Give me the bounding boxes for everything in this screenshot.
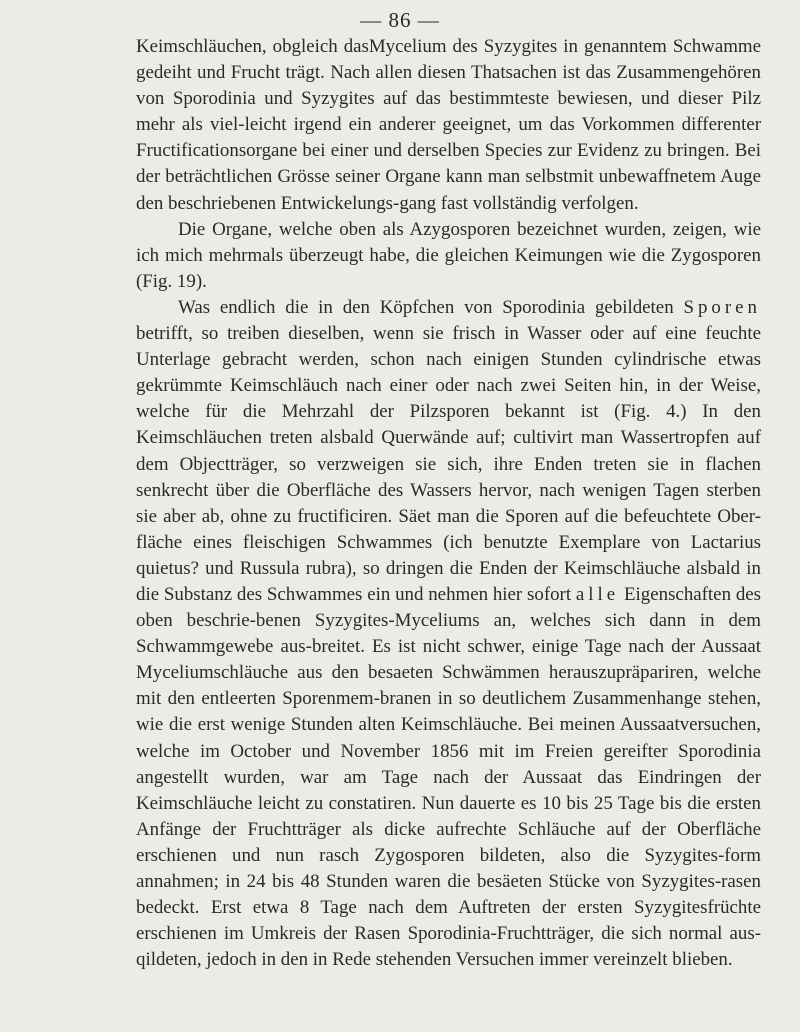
paragraph-3-part-1: Was endlich die in den Köpfchen von Sporodinia gebildeten — [178, 296, 684, 318]
paragraph-1: Keimschläuchen, obgleich dasMycelium des Syzygites in genanntem Schwamme gedeiht und Frucht trägt. Nach allen diesen Thatsachen ist das Zusammengehören von Sporodinia und Syzygites auf das bestimmteste bewiesen, und dieser Pilz mehr als viel-leicht irgend ein anderer geeignet, um das Vorkommen differenter Fructificationsorgane bei einer und derselben Species zur Evidenz zu bringen. Bei der beträchtlichen Grösse seiner Organe kann man selbstmit unbewaffnetem Auge den beschriebenen Entwickelungs-gang fast vollständig verfolgen. — [136, 36, 761, 214]
paragraph-3-part-3: Eigenschaften des oben beschrie-benen Syzygites-Myceliums an, welches sich dann in dem Schwammgewebe aus-breitet. Es ist nicht schwer, einige Tage nach der Aussaat Myceliumschläuche aus den besaeten Schwämmen herauszupräpariren, welche mit den entleerten Sporenmem-branen in so deutlichem Zusammenhange stehen, wie die erst wenige Stunden alten Keimschläuche. Bei meinen Aussaatversuchen, welche im October und November 1856 mit im Freien gereifter Sporodinia angestellt wurden, war am Tage nach der Aussaat das Eindringen der Keimschläuche leicht zu constatiren. Nun dauerte es 10 bis 25 Tage bis die ersten Anfänge der Fruchtträger als dicke aufrechte Schläuche auf der Oberfläche erschienen und nun rasch Zygosporen bildeten, also die Syzygites-form annahmen; in 24 bis 48 Stunden waren die besäeten Stücke von Syzygites-rasen bedeckt. Erst etwa 8 Tage nach dem Auftreten der ersten Syzygitesfrüchte erschienen im Umkreis der Rasen Sporodinia-Fruchtträger, die sich normal aus-qildeten, jedoch in den in Rede stehenden Versuchen immer vereinzelt blieben. — [136, 583, 762, 971]
spaced-word-sporen: Sporen — [683, 296, 761, 318]
body-text — [136, 34, 761, 973]
paragraph-3 — [136, 295, 761, 973]
paragraph-2: Die Organe, welche oben als Azygosporen bezeichnet wurden, zeigen, wie ich mich mehrmals überzeugt habe, die gleichen Keimungen wie die Zygosporen (Fig. 19). — [136, 218, 761, 292]
page-number: — 86 — — [360, 8, 440, 32]
paragraph-3-part-2: betrifft, so treiben dieselben, wenn sie frisch in Wasser oder auf eine feuchte Unterlage gebracht werden, schon nach einigen Stunden cylindrische etwas gekrümmte Keimschläuch nach einer oder nach zwei Seiten hin, in der Weise, welche für die Mehrzahl der Pilzsporen bekannt ist (Fig. 4.) In den Keimschläuchen treten alsbald Querwände auf; cultivirt man Wassertropfen auf dem Objectträger, so verzweigen sie sich, ihre Enden treten sie in flachen senkrecht über die Oberfläche des Wassers hervor, nach wenigen Tagen sterben sie aber ab, ohne zu fructificiren. Säet man die Sporen auf die befeuchtete Ober-fläche eines fleischigen Schwammes (ich benutzte Exemplare von Lactarius quietus? und Russula rubra), so dringen die Enden der Keimschläuche alsbald in die Substanz des Schwammes ein und nehmen hier sofort — [136, 323, 761, 605]
spaced-word-alle: alle — [575, 583, 620, 605]
